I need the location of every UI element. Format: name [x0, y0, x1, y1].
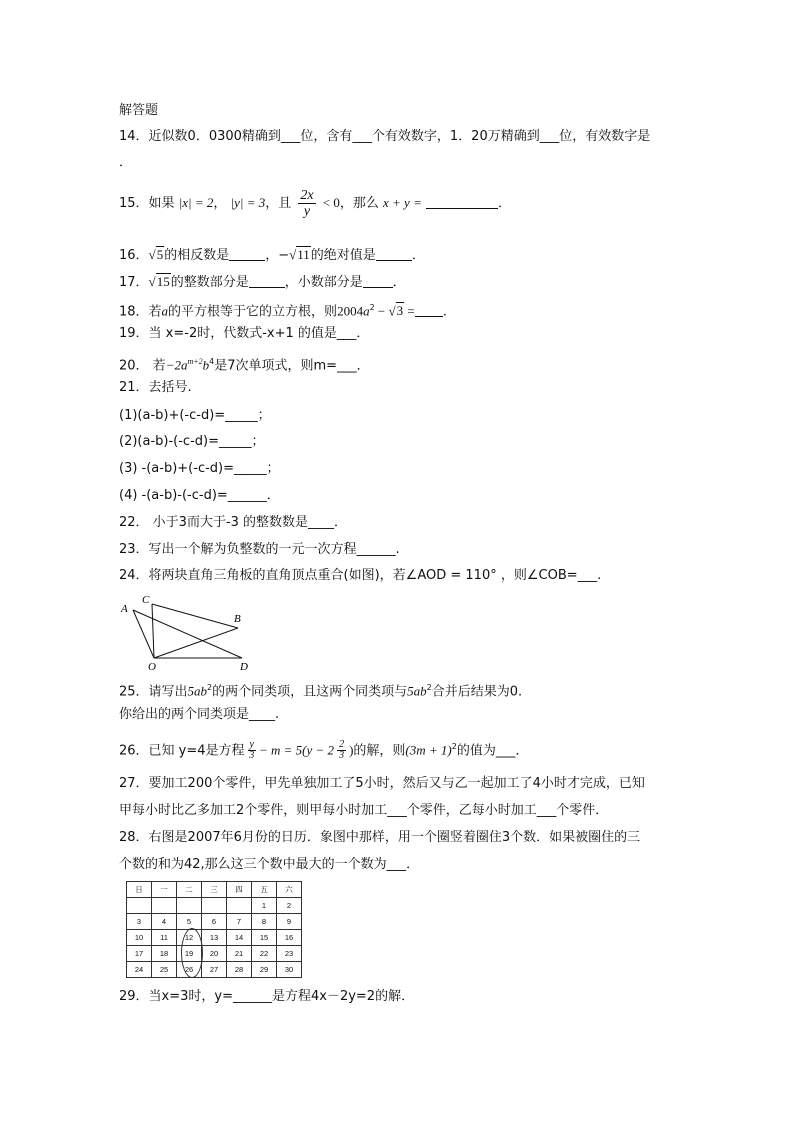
q16-rad2: 11	[297, 247, 310, 262]
triangle-diagram	[118, 592, 258, 674]
q25-sq2: 2	[426, 683, 432, 692]
q15-abs-y: |y| = 3	[230, 195, 266, 210]
q20-b: b	[202, 357, 210, 373]
label-C: C	[142, 594, 150, 606]
label-B: B	[234, 613, 241, 625]
q20-prefix: 20． 若	[119, 358, 166, 374]
calendar-cell: 1	[252, 898, 277, 914]
calendar-row	[127, 930, 302, 946]
calendar-cell: 2	[277, 898, 302, 914]
calendar-cell	[202, 898, 227, 914]
q26-mid3: 的解，则	[353, 743, 406, 759]
calendar-header: 一	[152, 882, 177, 898]
q17-rad: 15	[156, 274, 170, 289]
q25-mid: 的两个同类项，且这两个同类项与	[212, 684, 408, 700]
calendar-cell: 21	[227, 946, 252, 962]
calendar-cell: 24	[127, 962, 152, 978]
q16-answer-blank-1[interactable]	[229, 247, 265, 261]
calendar-cell: 17	[127, 946, 152, 962]
q21-item-4: (4) -(a-b)-(-c-d)=______．	[119, 488, 280, 503]
q17-prefix: 17．	[119, 275, 149, 290]
calendar-header: 日	[127, 882, 152, 898]
q25-term2: 5ab	[407, 683, 427, 699]
calendar-cell: 7	[227, 914, 252, 930]
q20-exp2: 4	[209, 357, 215, 366]
q16-mid2: ，	[265, 248, 279, 263]
q26-expr: (3m + 1)	[405, 742, 452, 758]
q17-answer-blank-1[interactable]	[249, 274, 285, 288]
q18-minus: −	[374, 303, 389, 319]
q15-abs-x: |x| = 2	[178, 195, 214, 210]
q16-rad1: 5	[156, 247, 164, 262]
calendar-cell: 26	[177, 962, 202, 978]
q21-item-1: (1)(a-b)+(-c-d)=_____；	[119, 408, 271, 423]
question-28-line1: 28．右图是2007年6月份的日历．象图中那样，用一个圈竖着圈住3个数．如果被圈住的三	[119, 830, 641, 845]
calendar-cell: 30	[277, 962, 302, 978]
q15-lt: < 0	[322, 195, 340, 210]
q15-prefix: 15．如果	[119, 196, 175, 211]
question-28-line2: 个数的和为42,那么这三个数中最大的一个数为___．	[119, 857, 420, 872]
question-19: 19．当 x=-2时，代数式-x+1 的值是___．	[119, 326, 370, 341]
question-14-line1: 14．近似数0．0300精确到___位，含有___个有效数字，1．20万精确到___位，有效数字是	[119, 129, 651, 144]
q21-item-3: (3) -(a-b)+(-c-d)=_____；	[119, 461, 280, 476]
calendar-cell: 13	[202, 930, 227, 946]
question-25	[119, 679, 522, 701]
edge-AO	[133, 610, 154, 658]
q25-prefix: 25．请写出	[119, 684, 188, 700]
calendar-header: 二	[177, 882, 202, 898]
question-16	[119, 246, 425, 265]
q26-fraction-y3	[248, 740, 256, 761]
q16-answer-blank-2[interactable]	[376, 247, 412, 261]
q15-frac-num: 2x	[300, 188, 314, 203]
q26-f1-den: 3	[249, 750, 255, 762]
edge-AD	[133, 610, 242, 658]
q18-prefix: 18．若	[119, 304, 162, 320]
q15-sep1: ，	[213, 196, 227, 211]
calendar-cell: 29	[252, 962, 277, 978]
calendar-cell: 5	[177, 914, 202, 930]
question-24: 24．将两块直角三角板的直角顶点重合(如图)，若∠AOD = 110° ，则∠COB=___.	[119, 568, 602, 583]
calendar-cell: 6	[202, 914, 227, 930]
q25-term1: 5ab	[187, 683, 208, 699]
q20-end: ___．	[337, 358, 370, 374]
calendar-row	[127, 898, 302, 914]
calendar-cell: 16	[277, 930, 302, 946]
question-23: 23．写出一个解为负整数的一元一次方程______.	[119, 542, 400, 557]
calendar-cell: 18	[152, 946, 177, 962]
q26-f2-num: 2	[339, 739, 345, 751]
calendar-cell: 12	[177, 930, 202, 946]
question-18	[119, 299, 447, 321]
q17-end: ．	[392, 275, 406, 290]
calendar-cell: 28	[227, 962, 252, 978]
calendar-cell	[127, 898, 152, 914]
calendar-cell	[152, 898, 177, 914]
q15-then: ，那么	[339, 196, 379, 211]
calendar-cell: 22	[252, 946, 277, 962]
q15-answer-blank[interactable]	[426, 195, 498, 209]
q26-f1-num: y	[249, 739, 254, 751]
question-20	[119, 353, 370, 375]
q25-sq1: 2	[207, 683, 213, 692]
calendar-row	[127, 946, 302, 962]
q18-eq: =	[404, 303, 415, 319]
calendar-cell: 3	[127, 914, 152, 930]
q16-end: ．	[411, 248, 425, 263]
calendar-cell: 11	[152, 930, 177, 946]
q16-prefix: 16．	[119, 248, 149, 263]
q25-end: 合并后结果为0.	[431, 684, 523, 700]
q18-rad: 3	[396, 303, 404, 319]
calendar-cell: 9	[277, 914, 302, 930]
q18-answer-blank[interactable]	[415, 303, 443, 317]
edge-OB	[154, 628, 238, 658]
q26-mid2: )	[349, 742, 354, 758]
q18-mid1: 的平方根等于它的立方根，则	[168, 304, 338, 320]
q18-sqrt-3: √3	[388, 303, 404, 319]
calendar-cell: 23	[277, 946, 302, 962]
q26-f2-den: 3	[339, 750, 345, 762]
q17-answer-blank-2[interactable]	[363, 274, 393, 288]
label-D: D	[240, 661, 248, 673]
edge-CO	[152, 604, 154, 658]
q26-mid1: − m = 5(y − 2	[259, 742, 335, 758]
calendar-circle-marker	[181, 928, 203, 978]
section-title: 解答题	[119, 103, 159, 118]
q17-mid2: ，小数部分是	[284, 275, 363, 290]
calendar-header: 五	[252, 882, 277, 898]
calendar-cell: 14	[227, 930, 252, 946]
calendar-cell: 27	[202, 962, 227, 978]
calendar-table	[126, 881, 302, 978]
q18-end: .	[442, 304, 447, 320]
calendar-header-row	[127, 882, 302, 898]
question-22: 22． 小于3而大于-3 的整数数是____．	[119, 515, 348, 530]
q18-var-a2: a	[363, 303, 370, 319]
calendar-header: 四	[227, 882, 252, 898]
calendar-cell: 15	[252, 930, 277, 946]
q16-mid1: 的相反数是	[164, 248, 230, 263]
question-27-line2: 甲每小时比乙多加工2个零件，则甲每小时加工___个零件，乙每小时加工___个零件．	[119, 803, 609, 818]
label-A: A	[121, 603, 128, 615]
q26-prefix: 26．已知 y=4是方程	[119, 743, 245, 759]
q15-sep2: ，且	[265, 196, 292, 211]
q17-mid1: 的整数部分是	[170, 275, 249, 290]
calendar-cell: 19	[177, 946, 202, 962]
q16-neg: −	[278, 248, 290, 263]
question-26	[119, 738, 528, 761]
question-14-line2: ．	[119, 155, 133, 170]
calendar-row	[127, 914, 302, 930]
question-15	[119, 188, 511, 219]
calendar-cell	[177, 898, 202, 914]
calendar-header: 六	[277, 882, 302, 898]
q20-exp1: m+2	[187, 357, 203, 366]
calendar-row	[127, 962, 302, 978]
q17-sqrt-15: √15	[148, 274, 170, 289]
q15-end: ．	[498, 196, 512, 211]
q26-sq: 2	[451, 742, 457, 751]
question-29: 29．当x=3时，y=______是方程4x－2y=2的解．	[119, 989, 415, 1004]
q15-expr: x + y =	[383, 195, 422, 210]
question-17	[119, 273, 406, 292]
question-27-line1: 27．要加工200个零件，甲先单独加工了5小时，然后又与乙一起加工了4小时才完成，已知	[119, 776, 645, 791]
q16-mid3: 的绝对值是	[310, 248, 376, 263]
calendar-cell: 25	[152, 962, 177, 978]
q21-item-2: (2)(a-b)-(-c-d)=_____；	[119, 434, 265, 449]
calendar-cell: 8	[252, 914, 277, 930]
question-25-line2: 你给出的两个同类项是____.	[119, 707, 280, 722]
q18-var-a: a	[161, 303, 169, 319]
q18-coef: 2004	[337, 303, 364, 319]
q15-fraction	[298, 188, 315, 219]
q18-square: 2	[369, 303, 375, 312]
calendar-cell: 20	[202, 946, 227, 962]
q24-figure	[118, 592, 258, 674]
calendar-cell	[227, 898, 252, 914]
q20-mid: 是7次单项式，则m=	[214, 358, 338, 374]
calendar-cell: 4	[152, 914, 177, 930]
calendar-cell: 10	[127, 930, 152, 946]
q16-sqrt-11: √11	[289, 247, 310, 262]
q26-end: 的值为___．	[456, 743, 529, 759]
label-O: O	[148, 661, 156, 673]
calendar-header: 三	[202, 882, 227, 898]
q15-frac-den: y	[303, 204, 311, 219]
question-21-title: 21．去括号.	[119, 380, 192, 395]
q16-sqrt-5: √5	[148, 247, 164, 262]
q20-neg2a: −2a	[165, 357, 188, 373]
q26-fraction-23	[337, 740, 346, 761]
